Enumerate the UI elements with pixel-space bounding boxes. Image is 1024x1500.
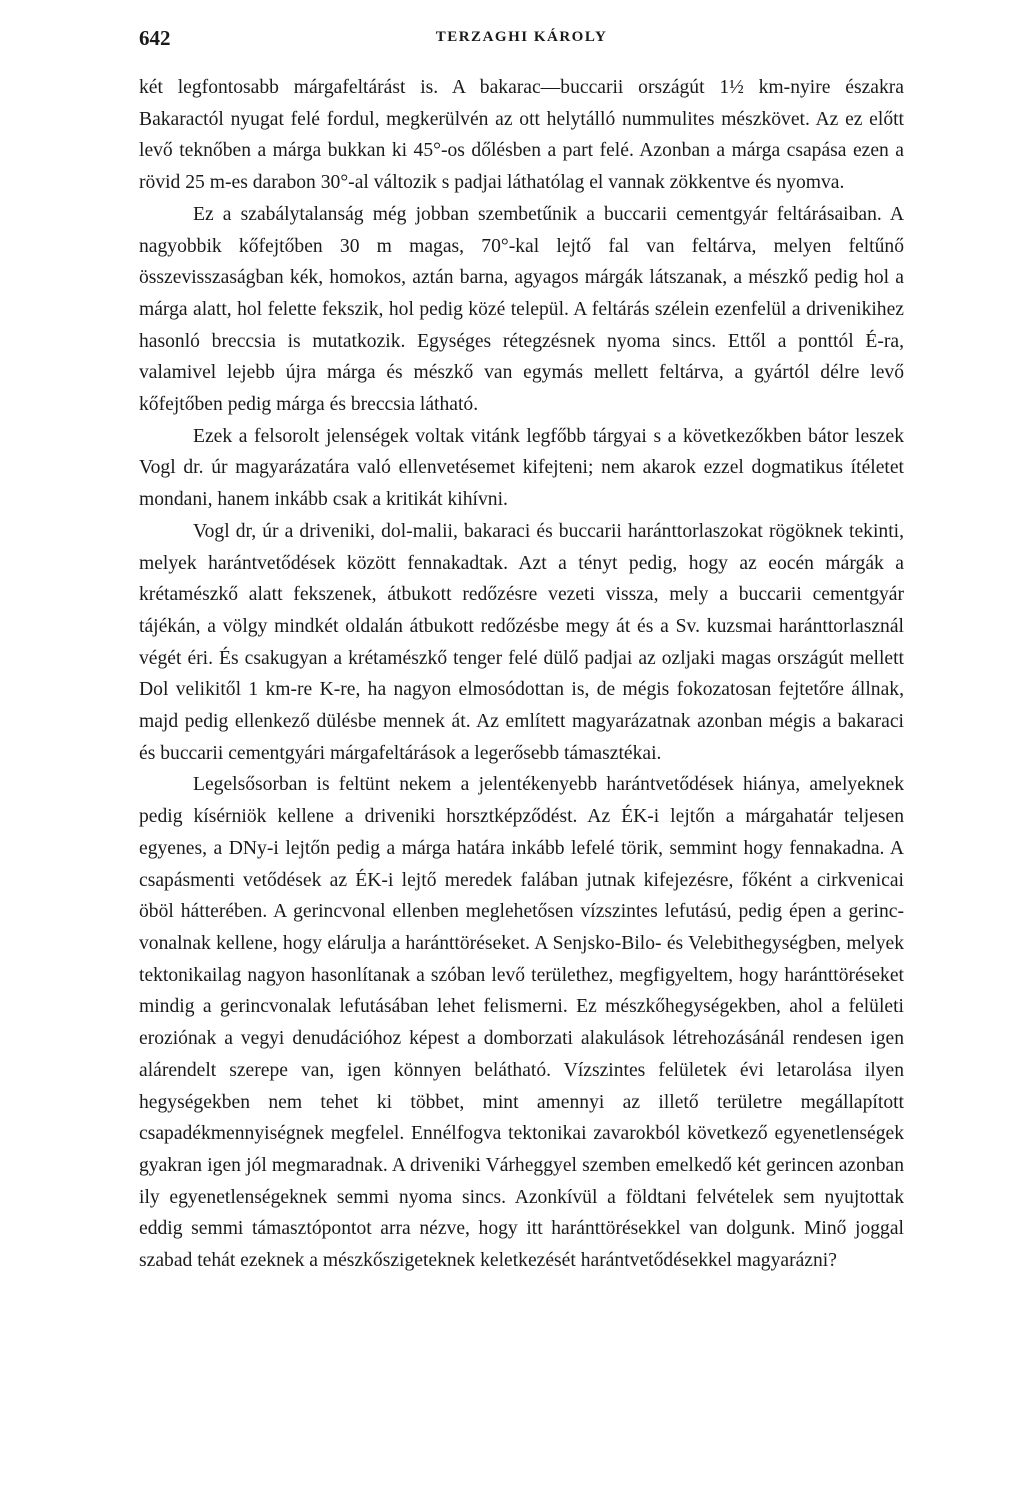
paragraph-4: Vogl dr, úr a driveniki, dol-malii, bakaraci és buccarii haránttorlaszokat rögöknek tekinti, melyek harántvetődések között fennakadtak. Azt a tényt pedig, hogy az eocén márgák a krétamészkő alatt fekszenek, átbukott redőzésre vezeti vissza, mely a buccarii cementgyár tájékán, a völgy mindkét oldalán átbukott redőzésbe megy át és a Sv. kuzsmai haránttorlasznál végét éri. És csakugyan a krétamészkő tenger felé dülő padjai az ozljaki magas országút mellett Dol velikitől 1 km-re K-re, ha nagyon elmosódottan is, de mégis fokozatosan fejtetőre állnak, majd pedig ellenkező dülésbe mennek át. Az említett magyarázatnak azonban mégis a bakaraci és buccarii cementgyári márgafeltárások a legerősebb támasztékai.: [139, 520, 904, 764]
paragraph-1: két legfontosabb márgafeltárást is. A bakarac—buccarii országút 1½ km-nyire északra Bakaractól nyugat felé fordul, megkerülvén az ott helytálló nummulites mészkövet. Az ez előtt levő teknőben a márga bukkan ki 45°-os dőlésben a part felé. Azonban a márga csapása ezen a rövid 25 m-es darabon 30°-al változik s padjai láthatólag el vannak zökkentve és nyomva.: [139, 77, 904, 194]
page-number: 642: [139, 26, 171, 50]
paragraph-3: Ezek a felsorolt jelenségek voltak vitánk legfőbb tárgyai s a következőkben bátor leszek Vogl dr. úr magyarázatára való ellenvetésemet kifejteni; nem akarok ezzel dogmatikus ítéletet mondani, hanem inkább csak a kritikát kihívni.: [139, 425, 904, 511]
running-head: TERZAGHI KÁROLY: [435, 29, 608, 45]
paragraph-5: Legelsősorban is feltünt nekem a jelentékenyebb harántvetődések hiánya, amelyeknek pedig kísérniök kellene a driveniki horsztképződést. Az ÉK-i lejtőn a márgahatár teljesen egyenes, a DNy-i lejtőn pedig a márga határa inkább lefelé törik, semmint hogy fennakadna. A csapásmenti vetődések az ÉK-i lejtő meredek falában jutnak kifejezésre, főként a cirkvenicai öböl hátterében. A gerincvonal ellenben meglehetősen vízszintes lefutású, pedig épen a gerincvonalnak kellene, hogy elárulja a haránttöréseket. A Senjsko-Bilo- és Velebithegységben, melyek tektonikailag nagyon hasonlítanak a szóban levő területhez, megfigyeltem, hogy haránttöréseket mindig a gerincvonalak lefutásában lehet felismerni. Ez mészkőhegységekben, ahol a felületi eroziónak a vegyi denudációhoz képest a domborzati alakulások létrehozásánál rendesen igen alárendelt szerepe van, igen könnyen belátható. Vízszintes felületek évi letarolása ilyen hegységekben nem tehet ki többet, mint amennyi az illető területre megállapított csapadékmennyiségnek megfelel. Ennélfogva tektonikai zavarokból következő egyenetlenségek gyakran igen jól megmaradnak. A driveniki Várheggyel szemben emelkedő két gerincen azonban ily egyenetlenségeknek semmi nyoma sincs. Azonkívül a földtani felvételek sem nyujtottak eddig semmi támasztópontot arra nézve, hogy itt haránttörésekkel van dolgunk. Minő joggal szabad tehát ezeknek a mészkőszigeteknek keletkezését harántvetődésekkel magyarázni?: [139, 774, 904, 1272]
page-header: [139, 26, 904, 56]
body-text: [139, 72, 904, 1277]
paragraph-2: Ez a szabálytalanság még jobban szembetűnik a buccarii cementgyár feltárásaiban. A nagyobbik kőfejtőben 30 m magas, 70°-kal lejtő fal van feltárva, melyen feltűnő összevisszaságban kék, homokos, aztán barna, agyagos márgák látszanak, a mészkő pedig hol a márga alatt, hol felette fekszik, hol pedig közé települ. A feltárás szélein ezenfelül a drivenikihez hasonló breccsia is mutatkozik. Egységes rétegzésnek nyoma sincs. Ettől a ponttól É-ra, valamivel lejebb újra márga és mészkő van egymás mellett feltárva, a gyártól délre levő kőfejtőben pedig márga és breccsia látható.: [139, 203, 904, 416]
